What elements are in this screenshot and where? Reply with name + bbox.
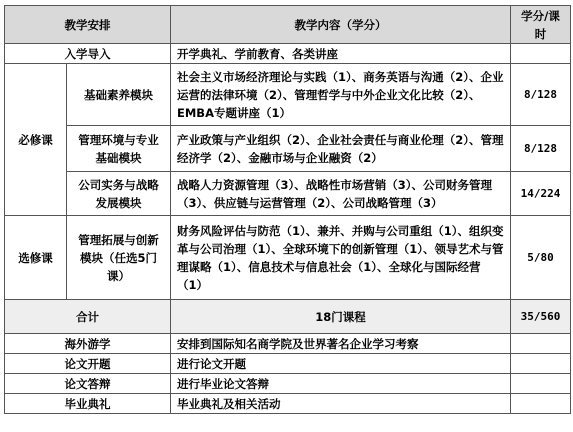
- module-name: 管理环境与专业基础模块: [67, 126, 171, 172]
- extra-label: 论文答辩: [5, 374, 171, 394]
- total-credits: 35/560: [511, 300, 571, 334]
- total-content: 18门课程: [171, 300, 511, 334]
- module-content: 产业政策与产业组织（2）、企业社会责任与商业伦理（2）、管理经济学（2）、金融市场与企业融资（2）: [171, 126, 511, 172]
- extra-label: 毕业典礼: [5, 394, 171, 414]
- elective-row: [5, 216, 571, 300]
- extra-content: 毕业典礼及相关活动: [171, 394, 511, 414]
- required-row-2: [5, 126, 571, 172]
- extra-credits: [511, 334, 571, 354]
- module-name: 公司实务与战略发展模块: [67, 172, 171, 216]
- header-credits: 学分/课时: [511, 6, 571, 44]
- module-name: 基础素养模块: [67, 64, 171, 126]
- intro-credits: [511, 44, 571, 64]
- intro-label: 入学导入: [5, 44, 171, 64]
- extra-row: [5, 374, 571, 394]
- extra-content: 进行论文开题: [171, 354, 511, 374]
- module-credits: 8/128: [511, 126, 571, 172]
- extra-credits: [511, 394, 571, 414]
- module-content: 战略人力资源管理（3）、战略性市场营销（3）、公司财务管理（3）、供应链与运营管理（2）、公司战略管理（3）: [171, 172, 511, 216]
- extra-label: 海外游学: [5, 334, 171, 354]
- header-row: [5, 6, 571, 44]
- header-content: 教学内容（学分）: [171, 6, 511, 44]
- module-content: 财务风险评估与防范（1）、兼并、并购与公司重组（1）、组织变革与公司治理（1）、全球环境下的创新管理（1）、领导艺术与管理谋略（1）、信息技术与信息社会（1）、全球化与国际经营（1）: [171, 216, 511, 300]
- intro-row: [5, 44, 571, 64]
- total-row: [5, 300, 571, 334]
- extra-label: 论文开题: [5, 354, 171, 374]
- extra-content: 进行毕业论文答辩: [171, 374, 511, 394]
- extra-row: [5, 394, 571, 414]
- intro-content: 开学典礼、学前教育、各类讲座: [171, 44, 511, 64]
- total-label: 合计: [5, 300, 171, 334]
- extra-row: [5, 334, 571, 354]
- required-row-3: [5, 172, 571, 216]
- extra-credits: [511, 374, 571, 394]
- curriculum-table: [4, 5, 571, 414]
- header-arrangement: 教学安排: [5, 6, 171, 44]
- module-credits: 8/128: [511, 64, 571, 126]
- module-credits: 5/80: [511, 216, 571, 300]
- required-row-1: [5, 64, 571, 126]
- extra-content: 安排到国际知名商学院及世界著名企业学习考察: [171, 334, 511, 354]
- required-label: 必修课: [5, 64, 67, 216]
- elective-label: 选修课: [5, 216, 67, 300]
- module-credits: 14/224: [511, 172, 571, 216]
- module-name: 管理拓展与创新模块（任选5门课）: [67, 216, 171, 300]
- extra-row: [5, 354, 571, 374]
- module-content: 社会主义市场经济理论与实践（1）、商务英语与沟通（2）、企业运营的法律环境（2）、管理哲学与中外企业文化比较（2）、EMBA专题讲座（1）: [171, 64, 511, 126]
- extra-credits: [511, 354, 571, 374]
